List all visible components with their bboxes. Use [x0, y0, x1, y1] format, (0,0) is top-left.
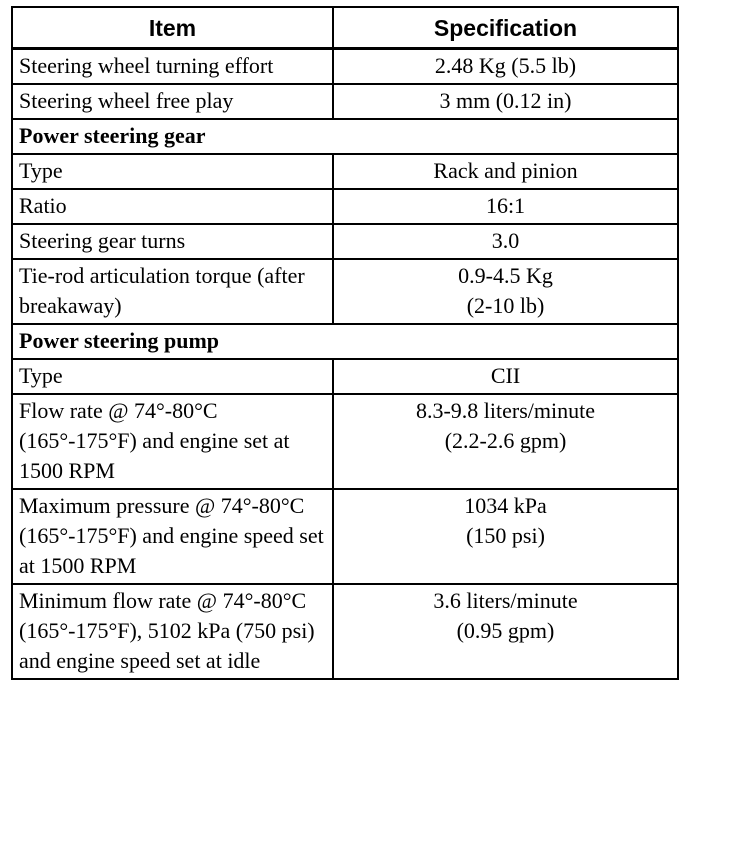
item-cell: Steering wheel free play — [12, 84, 333, 119]
item-cell: Minimum flow rate @ 74°-80°C (165°-175°F), 5102 kPa (750 psi) and engine speed set at idle — [12, 584, 333, 679]
section-title: Power steering gear — [12, 119, 678, 154]
spec-value: 16:1 — [485, 193, 526, 218]
spec-value: 8.3-9.8 liters/minute — [415, 398, 596, 423]
spec-value: (2.2-2.6 gpm) — [444, 428, 567, 453]
table-row — [12, 84, 678, 119]
item-cell: Tie-rod articulation torque (after breakaway) — [12, 259, 333, 324]
section-title: Power steering pump — [12, 324, 678, 359]
spec-cell — [333, 154, 678, 189]
item-cell: Steering gear turns — [12, 224, 333, 259]
spec-cell — [333, 394, 678, 489]
spec-cell — [333, 259, 678, 324]
specification-table — [11, 6, 679, 680]
spec-cell — [333, 489, 678, 584]
spec-cell — [333, 84, 678, 119]
spec-value: (2-10 lb) — [466, 293, 545, 318]
spec-cell — [333, 359, 678, 394]
spec-value: 2.48 Kg (5.5 lb) — [434, 53, 577, 78]
table-row — [12, 394, 678, 489]
spec-value: 1034 kPa — [464, 493, 547, 518]
spec-value: 0.9-4.5 Kg — [458, 263, 553, 288]
table-row — [12, 154, 678, 189]
spec-cell — [333, 189, 678, 224]
item-cell: Type — [12, 359, 333, 394]
item-cell: Steering wheel turning effort — [12, 49, 333, 85]
section-row-steering-pump — [12, 324, 678, 359]
spec-value: (150 psi) — [466, 523, 545, 548]
item-cell: Flow rate @ 74°-80°C (165°-175°F) and engine set at 1500 RPM — [12, 394, 333, 489]
spec-value: 3 mm (0.12 in) — [439, 88, 572, 113]
table-row — [12, 189, 678, 224]
specification-column-header: Specification — [333, 7, 678, 49]
table-row — [12, 489, 678, 584]
item-column-header: Item — [12, 7, 333, 49]
item-cell: Type — [12, 154, 333, 189]
spec-cell — [333, 49, 678, 85]
table-row — [12, 584, 678, 679]
spec-value: (0.95 gpm) — [456, 618, 555, 643]
item-cell: Maximum pressure @ 74°-80°C (165°-175°F) and engine speed set at 1500 RPM — [12, 489, 333, 584]
header-row — [12, 7, 678, 49]
table-row — [12, 359, 678, 394]
section-row-steering-gear — [12, 119, 678, 154]
spec-cell — [333, 224, 678, 259]
spec-cell — [333, 584, 678, 679]
table-row — [12, 259, 678, 324]
spec-value: CII — [490, 363, 521, 388]
spec-value: 3.0 — [491, 228, 520, 253]
spec-value: 3.6 liters/minute — [433, 588, 578, 613]
item-cell: Ratio — [12, 189, 333, 224]
table-row — [12, 49, 678, 85]
spec-value: Rack and pinion — [433, 158, 578, 183]
table-row — [12, 224, 678, 259]
